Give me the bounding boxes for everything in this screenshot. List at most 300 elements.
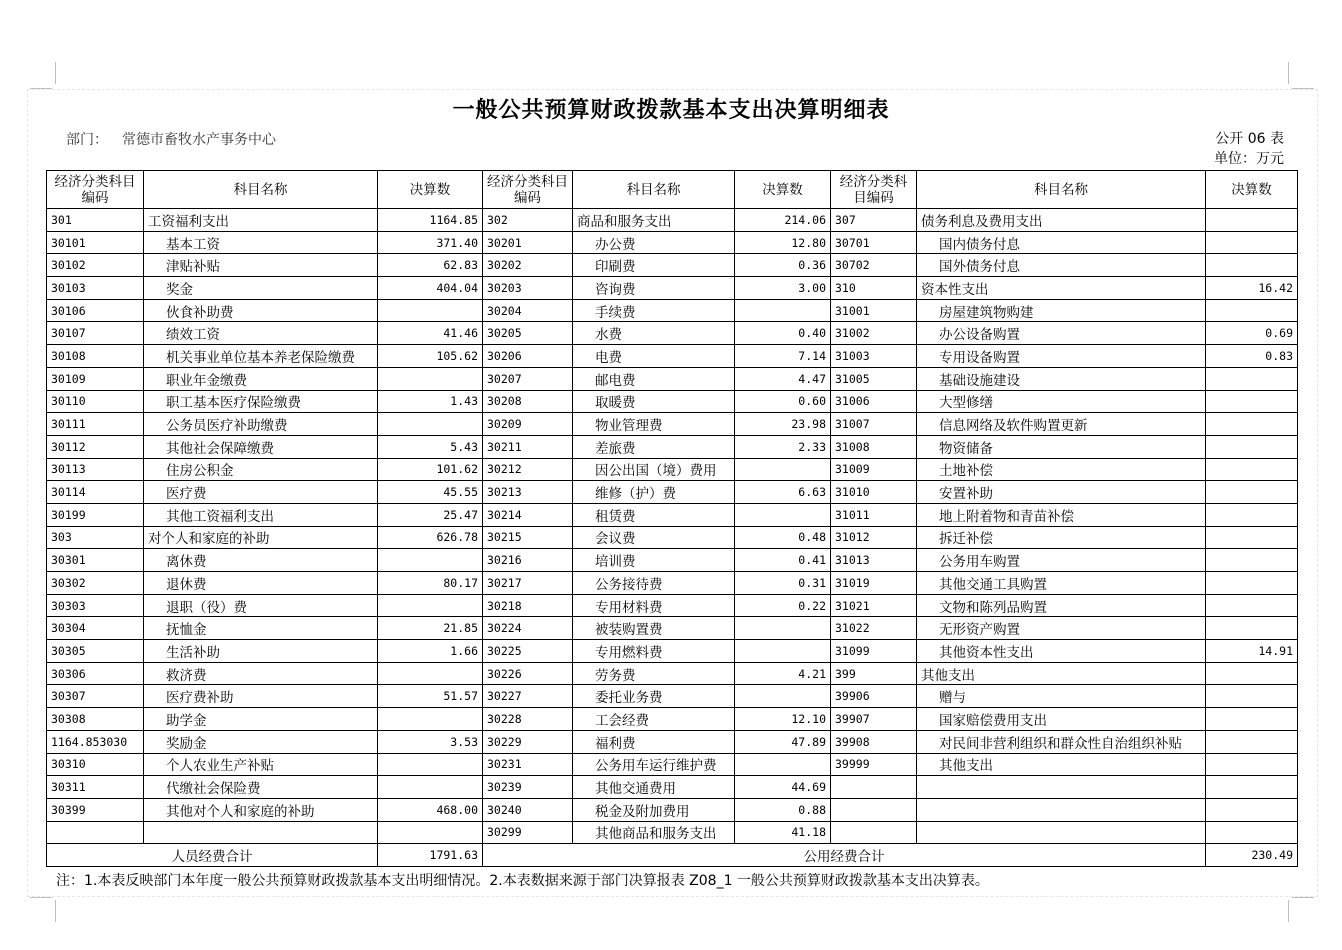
item-amount	[735, 640, 831, 663]
item-code: 30216	[483, 549, 573, 572]
item-code: 30302	[47, 572, 144, 595]
item-code: 30303	[47, 594, 144, 617]
item-amount	[1206, 549, 1298, 572]
item-amount: 4.21	[735, 662, 831, 685]
table-row	[47, 549, 1298, 572]
item-amount: 1164.85	[378, 209, 483, 232]
table-row	[47, 594, 1298, 617]
table-body	[47, 209, 1298, 844]
crop-mark	[1292, 897, 1314, 898]
item-code: 30304	[47, 617, 144, 640]
item-amount: 41.46	[378, 322, 483, 345]
item-amount	[735, 299, 831, 322]
item-amount	[1206, 798, 1298, 821]
table-row	[47, 413, 1298, 436]
unit-label: 单位：万元	[1214, 151, 1284, 167]
item-code: 30702	[831, 254, 917, 277]
crop-mark	[1288, 900, 1289, 922]
item-name: 租赁费	[573, 503, 735, 526]
item-name: 救济费	[144, 662, 378, 685]
item-code: 30225	[483, 640, 573, 663]
item-code: 31009	[831, 458, 917, 481]
item-name: 医疗费	[144, 481, 378, 504]
item-amount: 404.04	[378, 277, 483, 300]
item-code: 30203	[483, 277, 573, 300]
item-name: 咨询费	[573, 277, 735, 300]
item-name: 资本性支出	[917, 277, 1206, 300]
item-code: 30199	[47, 503, 144, 526]
table-row	[47, 572, 1298, 595]
item-amount	[1206, 821, 1298, 844]
item-code: 30110	[47, 390, 144, 413]
item-amount	[1206, 435, 1298, 458]
crop-mark	[55, 900, 56, 922]
item-name	[144, 821, 378, 844]
item-code: 30112	[47, 435, 144, 458]
item-name: 奖励金	[144, 730, 378, 753]
column-header: 科目名称	[144, 171, 378, 209]
item-amount	[735, 617, 831, 640]
item-amount: 105.62	[378, 345, 483, 368]
item-code: 30399	[47, 798, 144, 821]
item-name: 公务用车购置	[917, 549, 1206, 572]
item-name: 其他商品和服务支出	[573, 821, 735, 844]
page-title: 一般公共预算财政拨款基本支出决算明细表	[452, 97, 890, 123]
item-code: 30211	[483, 435, 573, 458]
table-row	[47, 345, 1298, 368]
item-amount: 21.85	[378, 617, 483, 640]
item-amount	[1206, 526, 1298, 549]
item-name: 其他对个人和家庭的补助	[144, 798, 378, 821]
item-name: 机关事业单位基本养老保险缴费	[144, 345, 378, 368]
item-name: 文物和陈列品购置	[917, 594, 1206, 617]
item-name: 对民间非营利组织和群众性自治组织补贴	[917, 730, 1206, 753]
item-code: 30228	[483, 708, 573, 731]
item-amount: 468.00	[378, 798, 483, 821]
item-amount: 371.40	[378, 231, 483, 254]
item-name: 无形资产购置	[917, 617, 1206, 640]
item-amount: 12.10	[735, 708, 831, 731]
item-amount: 51.57	[378, 685, 483, 708]
item-amount: 47.89	[735, 730, 831, 753]
item-amount: 2.33	[735, 435, 831, 458]
item-code: 30108	[47, 345, 144, 368]
item-name: 绩效工资	[144, 322, 378, 345]
item-name: 其他支出	[917, 753, 1206, 776]
column-header: 科目名称	[573, 171, 735, 209]
item-code: 30114	[47, 481, 144, 504]
department-label: 部门：	[66, 132, 108, 148]
item-code: 30239	[483, 776, 573, 799]
item-name: 物业管理费	[573, 413, 735, 436]
table-row	[47, 209, 1298, 232]
item-name: 基本工资	[144, 231, 378, 254]
item-amount	[1206, 662, 1298, 685]
item-amount: 101.62	[378, 458, 483, 481]
table-row	[47, 617, 1298, 640]
item-code: 30207	[483, 367, 573, 390]
item-amount: 45.55	[378, 481, 483, 504]
item-name: 住房公积金	[144, 458, 378, 481]
item-code: 30227	[483, 685, 573, 708]
item-amount	[1206, 685, 1298, 708]
item-code: 303	[47, 526, 144, 549]
crop-mark	[30, 897, 52, 898]
department-name: 常德市畜牧水产事务中心	[122, 132, 276, 148]
item-code: 399	[831, 662, 917, 685]
item-name: 伙食补助费	[144, 299, 378, 322]
item-code: 31006	[831, 390, 917, 413]
item-name: 维修（护）费	[573, 481, 735, 504]
item-code: 39908	[831, 730, 917, 753]
item-code: 31007	[831, 413, 917, 436]
item-amount: 44.69	[735, 776, 831, 799]
table-row	[47, 435, 1298, 458]
item-name: 抚恤金	[144, 617, 378, 640]
item-code: 31001	[831, 299, 917, 322]
item-amount	[378, 299, 483, 322]
item-name: 对个人和家庭的补助	[144, 526, 378, 549]
item-name: 办公设备购置	[917, 322, 1206, 345]
item-amount	[1206, 503, 1298, 526]
item-code: 30109	[47, 367, 144, 390]
item-amount	[1206, 458, 1298, 481]
item-code: 30107	[47, 322, 144, 345]
item-code: 30214	[483, 503, 573, 526]
item-amount	[378, 549, 483, 572]
item-name: 专用燃料费	[573, 640, 735, 663]
item-code: 30310	[47, 753, 144, 776]
item-code: 30213	[483, 481, 573, 504]
item-code: 31013	[831, 549, 917, 572]
item-name: 国家赔偿费用支出	[917, 708, 1206, 731]
item-amount	[1206, 481, 1298, 504]
table-row	[47, 367, 1298, 390]
item-name: 专用设备购置	[917, 345, 1206, 368]
item-code: 31003	[831, 345, 917, 368]
item-amount: 0.88	[735, 798, 831, 821]
item-code: 31012	[831, 526, 917, 549]
item-amount: 62.83	[378, 254, 483, 277]
item-name: 其他交通工具购置	[917, 572, 1206, 595]
item-amount	[1206, 753, 1298, 776]
table-header-row	[47, 171, 1298, 209]
item-amount: 14.91	[1206, 640, 1298, 663]
item-name: 委托业务费	[573, 685, 735, 708]
item-code: 39999	[831, 753, 917, 776]
item-code: 30106	[47, 299, 144, 322]
column-header: 决算数	[735, 171, 831, 209]
table-row	[47, 390, 1298, 413]
table-row	[47, 685, 1298, 708]
item-amount: 1.66	[378, 640, 483, 663]
item-amount: 0.31	[735, 572, 831, 595]
table-row	[47, 299, 1298, 322]
item-amount	[378, 594, 483, 617]
form-info	[1214, 129, 1284, 169]
item-name: 专用材料费	[573, 594, 735, 617]
item-amount	[1206, 413, 1298, 436]
item-name: 电费	[573, 345, 735, 368]
item-name: 差旅费	[573, 435, 735, 458]
item-amount	[1206, 776, 1298, 799]
item-amount: 626.78	[378, 526, 483, 549]
item-name: 安置补助	[917, 481, 1206, 504]
item-code: 30701	[831, 231, 917, 254]
item-name	[917, 798, 1206, 821]
item-code: 30111	[47, 413, 144, 436]
item-name: 债务利息及费用支出	[917, 209, 1206, 232]
item-name: 其他支出	[917, 662, 1206, 685]
item-name: 国外债务付息	[917, 254, 1206, 277]
item-amount	[378, 708, 483, 731]
personnel-total-value: 1791.63	[378, 844, 483, 867]
item-name: 因公出国（境）费用	[573, 458, 735, 481]
item-name	[917, 776, 1206, 799]
item-name: 助学金	[144, 708, 378, 731]
item-code: 31021	[831, 594, 917, 617]
item-code: 30201	[483, 231, 573, 254]
item-name: 其他交通费用	[573, 776, 735, 799]
item-amount: 1.43	[378, 390, 483, 413]
item-code: 30218	[483, 594, 573, 617]
column-header: 科目名称	[917, 171, 1206, 209]
item-amount: 0.40	[735, 322, 831, 345]
item-code: 30208	[483, 390, 573, 413]
item-name: 国内债务付息	[917, 231, 1206, 254]
item-name: 印刷费	[573, 254, 735, 277]
item-code: 30231	[483, 753, 573, 776]
item-code: 39907	[831, 708, 917, 731]
table-row	[47, 640, 1298, 663]
item-name: 基础设施建设	[917, 367, 1206, 390]
item-name: 其他工资福利支出	[144, 503, 378, 526]
item-amount: 0.22	[735, 594, 831, 617]
item-amount	[1206, 231, 1298, 254]
footnote: 注：1.本表反映部门本年度一般公共预算财政拨款基本支出明细情况。2.本表数据来源于部门决算报表 Z08_1 一般公共预算财政拨款基本支出决算表。	[56, 873, 989, 889]
table-row	[47, 231, 1298, 254]
item-name: 职工基本医疗保险缴费	[144, 390, 378, 413]
item-name: 生活补助	[144, 640, 378, 663]
item-name: 奖金	[144, 277, 378, 300]
item-amount	[1206, 594, 1298, 617]
table-row	[47, 821, 1298, 844]
item-amount	[1206, 209, 1298, 232]
item-code: 31099	[831, 640, 917, 663]
item-name: 退职（役）费	[144, 594, 378, 617]
item-code: 30226	[483, 662, 573, 685]
item-name: 办公费	[573, 231, 735, 254]
column-header: 决算数	[378, 171, 483, 209]
item-code: 30311	[47, 776, 144, 799]
item-code: 307	[831, 209, 917, 232]
item-code: 31002	[831, 322, 917, 345]
item-name: 工会经费	[573, 708, 735, 731]
crop-mark	[55, 62, 56, 84]
item-name: 其他资本性支出	[917, 640, 1206, 663]
item-code: 39906	[831, 685, 917, 708]
item-name: 土地补偿	[917, 458, 1206, 481]
table-row	[47, 526, 1298, 549]
item-amount: 12.80	[735, 231, 831, 254]
item-code: 30308	[47, 708, 144, 731]
column-header: 经济分类科目编码	[483, 171, 573, 209]
column-header: 经济分类科目编码	[831, 171, 917, 209]
item-code: 30204	[483, 299, 573, 322]
item-code: 301	[47, 209, 144, 232]
item-code: 31011	[831, 503, 917, 526]
item-amount	[378, 753, 483, 776]
item-name: 劳务费	[573, 662, 735, 685]
item-amount: 214.06	[735, 209, 831, 232]
item-amount	[735, 685, 831, 708]
item-amount: 0.60	[735, 390, 831, 413]
item-name: 医疗费补助	[144, 685, 378, 708]
item-code: 30113	[47, 458, 144, 481]
item-name: 公务用车运行维护费	[573, 753, 735, 776]
item-amount	[378, 662, 483, 685]
item-amount: 0.41	[735, 549, 831, 572]
table-row	[47, 481, 1298, 504]
item-code: 30209	[483, 413, 573, 436]
item-name: 福利费	[573, 730, 735, 753]
item-name: 地上附着物和青苗补偿	[917, 503, 1206, 526]
item-code: 310	[831, 277, 917, 300]
item-code: 30224	[483, 617, 573, 640]
item-name	[917, 821, 1206, 844]
item-amount	[1206, 254, 1298, 277]
item-amount	[1206, 730, 1298, 753]
item-code: 30212	[483, 458, 573, 481]
item-name: 取暖费	[573, 390, 735, 413]
item-amount	[1206, 572, 1298, 595]
item-amount	[378, 413, 483, 436]
item-name: 公务员医疗补助缴费	[144, 413, 378, 436]
item-name: 公务接待费	[573, 572, 735, 595]
item-amount	[735, 753, 831, 776]
item-amount	[1206, 390, 1298, 413]
item-name: 津贴补贴	[144, 254, 378, 277]
item-name: 职业年金缴费	[144, 367, 378, 390]
item-amount: 23.98	[735, 413, 831, 436]
table-row	[47, 776, 1298, 799]
form-number: 公开 06 表	[1215, 131, 1284, 147]
item-code: 30215	[483, 526, 573, 549]
item-code	[831, 776, 917, 799]
item-name: 大型修缮	[917, 390, 1206, 413]
public-total-label: 公用经费合计	[483, 844, 1206, 867]
item-amount: 3.00	[735, 277, 831, 300]
item-amount: 0.69	[1206, 322, 1298, 345]
item-amount: 0.83	[1206, 345, 1298, 368]
item-name: 代缴社会保险费	[144, 776, 378, 799]
table-row	[47, 708, 1298, 731]
item-code: 30299	[483, 821, 573, 844]
item-amount: 80.17	[378, 572, 483, 595]
item-name: 被装购置费	[573, 617, 735, 640]
item-name: 个人农业生产补贴	[144, 753, 378, 776]
item-code: 30205	[483, 322, 573, 345]
item-amount	[1206, 617, 1298, 640]
department-line	[66, 129, 290, 149]
item-name: 商品和服务支出	[573, 209, 735, 232]
item-amount: 4.47	[735, 367, 831, 390]
public-total-value: 230.49	[1206, 844, 1298, 867]
column-header: 经济分类科目编码	[47, 171, 144, 209]
item-name: 水费	[573, 322, 735, 345]
item-amount	[735, 503, 831, 526]
item-code: 30202	[483, 254, 573, 277]
table-row	[47, 730, 1298, 753]
item-name: 房屋建筑物购建	[917, 299, 1206, 322]
item-code: 30103	[47, 277, 144, 300]
item-code: 30306	[47, 662, 144, 685]
item-name: 会议费	[573, 526, 735, 549]
item-code: 1164.853030	[47, 730, 144, 753]
item-code: 31010	[831, 481, 917, 504]
item-amount: 5.43	[378, 435, 483, 458]
table-row	[47, 662, 1298, 685]
item-amount: 7.14	[735, 345, 831, 368]
column-header: 决算数	[1206, 171, 1298, 209]
item-code	[831, 821, 917, 844]
item-name: 其他社会保障缴费	[144, 435, 378, 458]
personnel-total-label: 人员经费合计	[47, 844, 378, 867]
item-amount: 0.36	[735, 254, 831, 277]
item-code: 30217	[483, 572, 573, 595]
table-row	[47, 503, 1298, 526]
item-name: 赠与	[917, 685, 1206, 708]
item-amount	[1206, 708, 1298, 731]
item-name: 工资福利支出	[144, 209, 378, 232]
item-amount	[378, 367, 483, 390]
item-code: 30307	[47, 685, 144, 708]
item-name: 手续费	[573, 299, 735, 322]
item-name: 税金及附加费用	[573, 798, 735, 821]
item-code: 30102	[47, 254, 144, 277]
item-code: 31005	[831, 367, 917, 390]
table-row	[47, 458, 1298, 481]
table-row	[47, 254, 1298, 277]
item-amount: 6.63	[735, 481, 831, 504]
item-amount	[735, 458, 831, 481]
item-amount: 0.48	[735, 526, 831, 549]
item-amount	[378, 776, 483, 799]
item-amount: 25.47	[378, 503, 483, 526]
totals-row	[47, 844, 1298, 867]
crop-mark	[1288, 62, 1289, 84]
item-name: 离休费	[144, 549, 378, 572]
item-code	[831, 798, 917, 821]
item-name: 退休费	[144, 572, 378, 595]
item-code: 302	[483, 209, 573, 232]
item-name: 拆迁补偿	[917, 526, 1206, 549]
item-code: 30240	[483, 798, 573, 821]
item-code: 30301	[47, 549, 144, 572]
item-code: 30101	[47, 231, 144, 254]
table-row	[47, 798, 1298, 821]
item-code: 30305	[47, 640, 144, 663]
item-code	[47, 821, 144, 844]
item-name: 物资储备	[917, 435, 1206, 458]
item-code: 31008	[831, 435, 917, 458]
item-amount: 3.53	[378, 730, 483, 753]
table-row	[47, 277, 1298, 300]
expenditure-table	[46, 170, 1298, 867]
item-name: 信息网络及软件购置更新	[917, 413, 1206, 436]
table-row	[47, 322, 1298, 345]
item-amount: 41.18	[735, 821, 831, 844]
